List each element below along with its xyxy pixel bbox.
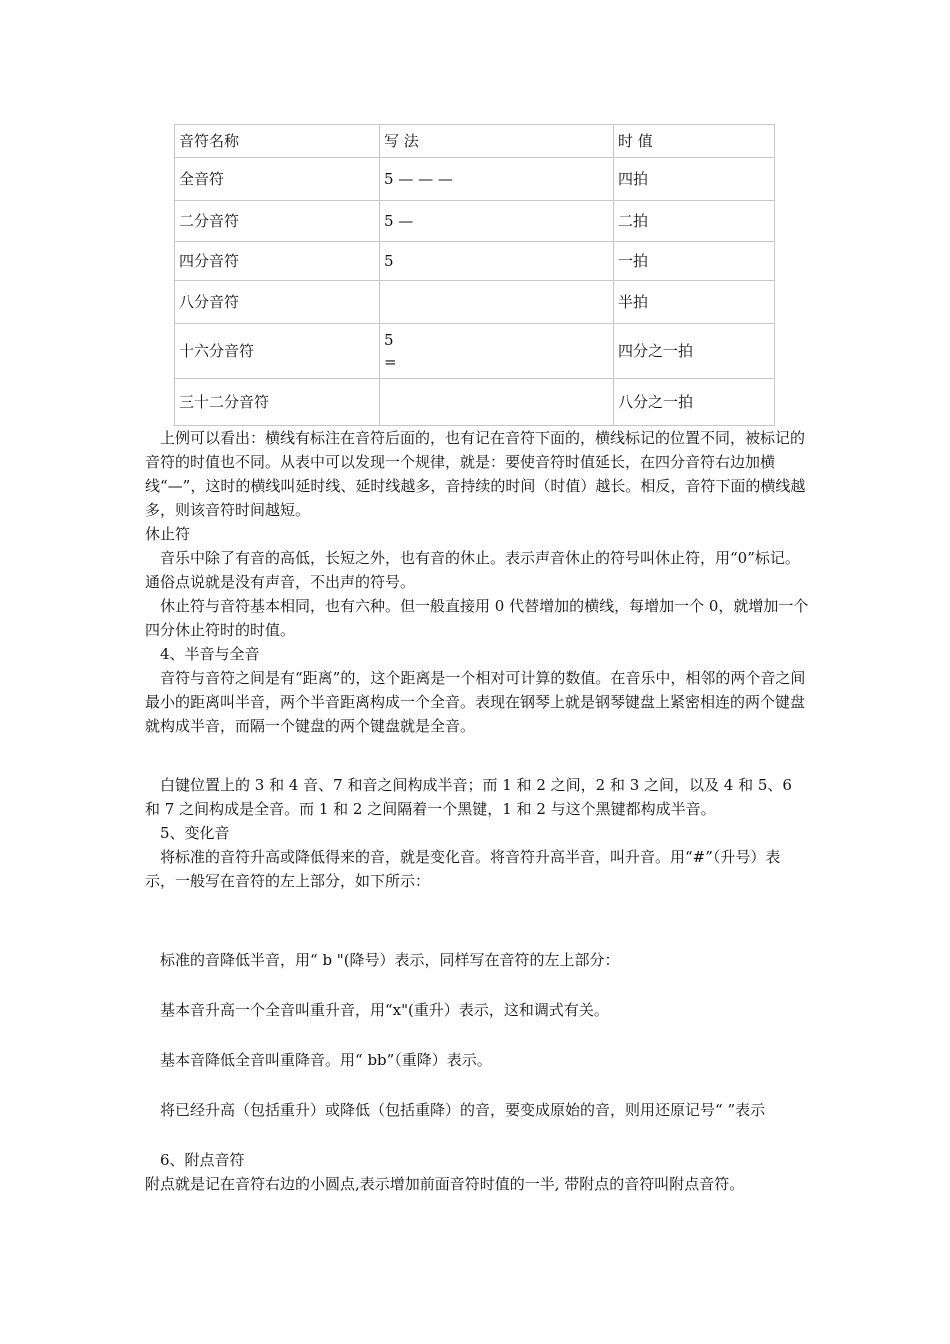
cell-writing: 5	[380, 242, 614, 281]
paragraph-white-keys: 白键位置上的 3 和 4 音、7 和音之间构成半音；而 1 和 2 之间，2 和 3 之间，以及 4 和 5、6 和 7 之间构成是全音。而 1 和 2 之间隔着一个黑键，1 和 2 与这个黑键都构成半音。	[145, 776, 792, 818]
heading-accidentals: 5、变化音	[160, 824, 230, 842]
paragraph-rest-intro: 音乐中除了有音的高低，长短之外，也有音的休止。表示声音休止的符号叫休止符，用“0”标记。通俗点说就是没有声音，不出声的符号。	[145, 549, 800, 591]
note-duration-table	[174, 124, 775, 426]
paragraph-flat: 标准的音降低半音，用“ b "(降号）表示，同样写在音符的左上部分：	[160, 951, 620, 969]
cell-note-name: 三十二分音符	[175, 379, 380, 426]
cell-duration: 一拍	[614, 242, 775, 281]
paragraph-dotted-note: 附点就是记在音符右边的小圆点,表示增加前面音符时值的一半, 带附点的音符叫附点音符。	[145, 1175, 745, 1193]
cell-writing	[380, 324, 614, 379]
header-writing: 写 法	[380, 125, 614, 158]
paragraph-semitone-distance: 音符与音符之间是有“距离”的，这个距离是一个相对可计算的数值。在音乐中，相邻的两个音之间最小的距离叫半音，两个半音距离构成一个全音。表现在钢琴上就是钢琴键盘上紧密相连的两个键盘就构成半音，而隔一个键盘的两个键盘就是全音。	[145, 669, 806, 735]
table-row	[175, 379, 775, 426]
header-duration: 时 值	[614, 125, 775, 158]
cell-note-name: 八分音符	[175, 281, 380, 324]
cell-duration: 四分之一拍	[614, 324, 775, 379]
cell-writing	[380, 281, 614, 324]
table-row	[175, 281, 775, 324]
cell-writing	[380, 379, 614, 426]
paragraph-double-sharp: 基本音升高一个全音叫重升音，用“x"(重升）表示，这和调式有关。	[160, 1001, 609, 1019]
table-row	[175, 201, 775, 242]
heading-dotted-note: 6、附点音符	[160, 1151, 245, 1169]
heading-semitone: 4、半音与全音	[160, 645, 260, 663]
table-header-row	[175, 125, 775, 158]
cell-note-name: 十六分音符	[175, 324, 380, 379]
body-text-block-1	[145, 426, 810, 738]
header-note-name: 音符名称	[175, 125, 380, 158]
table-row	[175, 158, 775, 201]
cell-note-name: 四分音符	[175, 242, 380, 281]
cell-duration: 八分之一拍	[614, 379, 775, 426]
heading-rest: 休止符	[145, 525, 191, 543]
cell-note-name: 二分音符	[175, 201, 380, 242]
cell-writing: 5 — — —	[380, 158, 614, 201]
cell-writing-line2: =	[384, 353, 397, 371]
cell-duration: 半拍	[614, 281, 775, 324]
paragraph-duration-rule: 上例可以看出：横线有标注在音符后面的，也有记在音符下面的，横线标记的位置不同，被标记的音符的时值也不同。从表中可以发现一个规律，就是：要使音符时值延长，在四分音符右边加横线“—”，这时的横线叫延时线、延时线越多，音持续的时间（时值）越长。相反，音符下面的横线越多，则该音符时间越短。	[145, 429, 806, 519]
cell-duration: 二拍	[614, 201, 775, 242]
table-row	[175, 242, 775, 281]
cell-writing: 5 —	[380, 201, 614, 242]
cell-writing-line1: 5	[384, 331, 394, 349]
body-text-block-2	[145, 773, 810, 893]
table-row	[175, 324, 775, 379]
cell-duration: 四拍	[614, 158, 775, 201]
paragraph-double-flat: 基本音降低全音叫重降音。用“ bb”（重降）表示。	[160, 1051, 492, 1069]
paragraph-sharp: 将标准的音符升高或降低得来的音，就是变化音。将音符升高半音，叫升音。用“#”（升号）表示，一般写在音符的左上部分，如下所示：	[145, 848, 781, 890]
paragraph-natural: 将已经升高（包括重升）或降低（包括重降）的音，要变成原始的音，则用还原记号“ ”表示	[160, 1101, 766, 1119]
paragraph-rest-types: 休止符与音符基本相同，也有六种。但一般直接用 0 代替增加的横线，每增加一个 0，就增加一个四分休止符时的时值。	[145, 597, 809, 639]
cell-note-name: 全音符	[175, 158, 380, 201]
